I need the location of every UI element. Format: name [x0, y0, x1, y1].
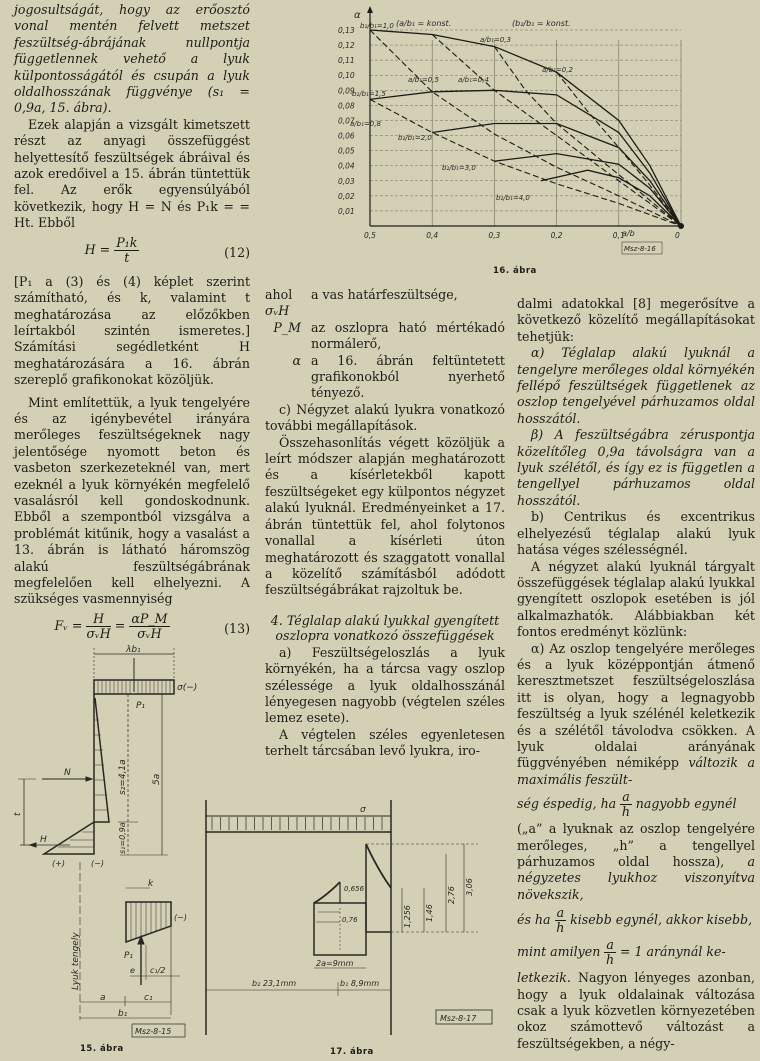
- label-minus-2: (−): [174, 913, 187, 922]
- paragraph-beta: β) A feszültségábra zéruspontja közelítőleg 0,9a távolságra van a lyuk szélétől, és így ez is független a tengellyel párhuzamos oldal hosszától.: [517, 427, 755, 508]
- label-plus: (+): [52, 859, 65, 868]
- def-text: az oszlopra ható mértékadó normálerő,: [311, 319, 505, 352]
- denominator: h: [621, 804, 631, 820]
- y-tick-label: 0,10: [338, 71, 355, 81]
- annotation-ab1-03: a/b₁=0,3: [480, 36, 511, 44]
- paragraph: Mint említettük, a lyuk tengelyére és az igénybevétel irányára merőleges feszültségeknek nagy jelentősége nyomott beton és vasbeton szerkezeteknél van, mert ezeknél a lyuk környékén megfelelő vasalásról kell gondoskodnunk. Ebből a szempontból vizsgálva a problémát kitűnik, hogy a vasalást a 13. ábrán is látható háromszög alakú feszültségábrának megfelelően kell elhelyezni. A szükséges vasmennyiség: [14, 394, 250, 607]
- label-276: 2,76: [447, 886, 456, 904]
- label-n: N: [64, 768, 71, 778]
- y-tick-label: 0,05: [338, 146, 355, 156]
- x-tick-label: 0,3: [488, 231, 501, 240]
- label-146: 1,46: [425, 904, 434, 922]
- label-lambda-b1: λb₁: [126, 645, 141, 655]
- text-run: mint amilyen: [517, 944, 601, 960]
- denominator: t: [124, 249, 130, 265]
- series-line: [370, 99, 681, 226]
- numerator: a: [556, 905, 565, 921]
- label-1256: 1,256: [403, 905, 412, 928]
- label-b1: b₁: [118, 1009, 128, 1019]
- figure-15-caption: 15. ábra: [80, 1044, 124, 1054]
- fraction-line-3: [517, 938, 755, 967]
- paragraph: a) Feszültségeloszlás a lyuk környékén, ha a tárcsa vagy oszlop szélessége a lyuk oldalhosszánál lényegesen nagyobb (végtelen széles lemez esete).: [265, 644, 505, 726]
- x-tick-label: 0,5: [364, 231, 376, 240]
- text-run: nagyobb egynél: [635, 796, 737, 812]
- definition-row: [265, 353, 505, 402]
- def-lead: [265, 287, 311, 320]
- numerator: H: [86, 612, 110, 627]
- denominator: σᵥH: [86, 625, 111, 641]
- x-tick-label: 0,4: [426, 231, 439, 240]
- paragraph: [P₁ a (3) és (4) képlet szerint számítható, és k, valamint t meghatározása az előzőkben leírtakból szintén ismeretes.] Számítási segédletként H meghatározására a 16. ábrán szereplő grafikonokat közöljük.: [14, 273, 250, 388]
- y-tick-label: 0,07: [338, 116, 355, 126]
- text-run-italic: letkezik.: [517, 970, 571, 986]
- fraction: [129, 612, 169, 641]
- def-text: a 16. ábrán feltüntetett grafikonokból nyerhető tényező.: [311, 352, 505, 401]
- figure-15: [0, 640, 200, 1061]
- paragraph: A négyzet alakú lyuknál tárgyalt összefüggések téglalap alakú lyukkal gyengített oszlopok esetében is jól alkalmazhatók. Alábbiakban két fontos eredményt közlünk:: [517, 558, 755, 640]
- label-306: 3,06: [465, 878, 474, 896]
- paragraph-alpha: α) Téglalap alakú lyuknál a tengelyre merőleges oldal környékén fellépő feszültségek függetlenek az oszlop tengelyével párhuzamos oldal hosszától.: [517, 345, 755, 426]
- label-s2: s₂=4,1a: [118, 759, 128, 795]
- def-symbol: σᵥH: [265, 303, 290, 319]
- text-run: Nagyon lényeges azonban, hogy a lyuk oldalainak változása csak a lyuk közvetlen környezetében okoz számottevő változást a feszültségekben, a négy-: [517, 970, 755, 1051]
- legend-solid: (b₂/b₁ = konst.: [512, 19, 571, 28]
- origin-point: [678, 223, 684, 229]
- label-a: a: [100, 993, 106, 1003]
- label-s1: s₁=0,9a: [118, 822, 127, 854]
- text-run-italic: a négyzetes lyukhoz viszonyítva növekszik,: [517, 854, 755, 902]
- paragraph: Ezek alapján a vizsgált kimetszett részt az anyagi összefüggést helyettesítő feszültségek ábráival és azok eredőivel a 15. ábrán tüntettük fel. Az erők egyensúlyából következik, hogy H = N és P₁k = = Ht. Ebből: [14, 116, 250, 231]
- x-axis-label: a/b: [622, 229, 635, 238]
- fraction-a-h: [620, 790, 632, 819]
- equation-12: [14, 236, 250, 270]
- def-symbol: P_M: [273, 319, 301, 335]
- x-tick-label: 0,1: [612, 231, 625, 240]
- y-axis-arrow: [367, 6, 373, 13]
- annotation-b2b1-10: b₂/b₁=1,0: [360, 22, 394, 30]
- ahol-word: ahol: [265, 287, 293, 302]
- label-076: 0,76: [342, 916, 358, 924]
- y-tick-label: 0,09: [338, 86, 355, 96]
- x-tick-label: 0,2: [550, 231, 563, 240]
- equation-number: (12): [224, 244, 250, 260]
- annotation-b2b1-40: b₂/b₁=4,0: [496, 194, 530, 202]
- paragraph: Összehasonlítás végett közöljük a leírt módszer alapján meghatározott és a kísérletekből kapott feszültségeket egy külpontos négyzet alakú lyuknál. Eredményeinket a 17. ábrán tüntettük fel, ahol folytonos vonallal a kísérleti úton meghatározott és szaggatott vonallal a közelítő számításból adódott feszültségábrákat rajzoltuk be.: [265, 434, 505, 598]
- label-0656: 0,656: [344, 885, 365, 893]
- fraction: [114, 236, 139, 265]
- denominator: σᵥH: [137, 625, 162, 641]
- text-run: α) Az oszlop tengelyére merőleges és a lyuk középpontján átmenő keresztmetszet feszültségeloszlása itt is olyan, hogy a legnagyobb feszültség a lyuk szélénél keletkezik és a szélétől távolodva csökken. A lyuk oldalai arányának függvényében némiképp: [517, 640, 755, 771]
- paragraph: jogosultságát, hogy az erőosztó vonal mentén felvett metszet feszültség-ábrájának nullpontja függetlennek vehető a lyuk külpontosságától és csupán a lyuk oldalhosszának függvénye (s₁ = 0,9a, 15. ábra).: [14, 2, 250, 116]
- stamp-msz-8-17: Msz-8-17: [440, 1014, 477, 1023]
- y-tick-label: 0,11: [338, 56, 355, 66]
- text-run: = 1 aránynál ke-: [619, 944, 726, 960]
- fraction: [86, 612, 110, 641]
- y-tick-label: 0,04: [338, 161, 355, 171]
- definition-row: [265, 287, 505, 320]
- annotation-ab1-02: a/b₁=0,2: [542, 66, 573, 74]
- label-minus: (−): [91, 859, 104, 868]
- paragraph: A végtelen széles egyenletesen terhelt tárcsában levő lyukra, iro-: [265, 726, 505, 759]
- label-c1-half: c₁/2: [150, 966, 166, 975]
- stamp-msz-8-16: Msz-8-16: [624, 245, 656, 253]
- paragraph: c) Négyzet alakú lyukra vonatkozó további megállapítások.: [265, 401, 505, 434]
- definition-row: [265, 320, 505, 353]
- numerator: a: [606, 937, 614, 953]
- numerator: a: [622, 789, 630, 805]
- figure-16-chart: [336, 0, 696, 262]
- label-2a-9mm: 2a=9mm: [316, 959, 354, 968]
- paragraph: [517, 970, 755, 1052]
- annotation-b2b1-30: b₂/b₁=3,0: [442, 164, 476, 172]
- fraction-line-1: [517, 790, 755, 819]
- text-run: ség éspedig, ha: [517, 796, 617, 812]
- right-column: [517, 296, 755, 1052]
- series-line: [494, 154, 681, 226]
- annotation-ab1-04: a/b₁=0,4: [458, 76, 489, 84]
- paragraph-b: b) Centrikus és excentrikus elhelyezésű téglalap alakú lyuk hatása véges szélességnél.: [517, 509, 755, 558]
- label-p1-top: P₁: [136, 701, 146, 711]
- label-t: t: [13, 812, 23, 816]
- def-symbol: α: [292, 352, 301, 368]
- left-column: [14, 2, 250, 652]
- y-tick-label: 0,01: [338, 206, 355, 216]
- paragraph-alpha-2: [517, 641, 755, 789]
- text-run: („a” a lyuknak az oszlop tengelyére merőleges, „h” a tengellyel párhuzamos oldal hossza),: [517, 821, 755, 869]
- annotation-ab1-05: a/b₁=0,5: [408, 76, 439, 84]
- y-tick-label: 0,12: [338, 41, 355, 51]
- fraction-a-h: [604, 938, 616, 967]
- figure-16-caption: 16. ábra: [493, 266, 537, 276]
- label-b1-89mm: b₁ 8,9mm: [340, 979, 380, 988]
- annotation-ab1-08: a/b₁=0,8: [350, 120, 381, 128]
- label-sigma-minus: σ(−): [177, 683, 198, 693]
- label-b2-231mm: b₂ 23,1mm: [252, 979, 297, 988]
- annotation-b2b1-20: b₂/b₁=2,0: [398, 134, 432, 142]
- eq-lhs: Fᵥ =: [54, 617, 83, 633]
- y-tick-label: 0,08: [338, 101, 355, 111]
- text-run: és ha: [517, 912, 551, 928]
- equals: =: [114, 617, 126, 633]
- y-tick-label: 0,03: [338, 176, 355, 186]
- label-h: H: [40, 835, 47, 845]
- label-lyuk-tengely: Lyuk tengely: [71, 932, 81, 990]
- stamp-msz-8-15: Msz-8-15: [135, 1027, 172, 1036]
- equation-number: (13): [224, 620, 250, 636]
- y-tick-label: 0,06: [338, 131, 355, 141]
- fraction-a-h: [555, 906, 567, 935]
- figure-17: [200, 800, 500, 1045]
- definition-list: [265, 287, 505, 402]
- numerator: P₁k: [116, 234, 138, 250]
- figure-17-caption: 17. ábra: [330, 1047, 374, 1057]
- label-c1: c₁: [144, 993, 153, 1003]
- y-tick-label: 0,02: [338, 191, 355, 201]
- paragraph: dalmi adatokkal [8] megerősítve a következő közelítő megállapításokat tehetjük:: [517, 296, 755, 344]
- section-heading: 4. Téglalap alakú lyukkal gyengített oszlopra vonatkozó összefüggések: [270, 612, 500, 643]
- label-k: k: [148, 879, 154, 889]
- denominator: h: [606, 952, 615, 968]
- middle-column: [265, 287, 505, 760]
- numerator: αP_M: [131, 610, 168, 626]
- label-p1-bottom: P₁: [124, 951, 134, 961]
- y-tick-label: 0,13: [338, 26, 355, 35]
- label-sigma: σ: [360, 805, 366, 815]
- fraction-line-2: [517, 906, 755, 935]
- legend-dashed: (a/b₁ = konst.: [396, 19, 452, 28]
- annotation-b2b1-15: b₂/b₁=1,5: [352, 90, 386, 98]
- eq-lhs: H =: [84, 241, 111, 257]
- series-line: [370, 90, 681, 226]
- text-run-italic: változik a maximális feszült-: [517, 755, 755, 787]
- def-text: a vas határfeszültsége,: [311, 287, 458, 302]
- label-5a: 5a: [152, 773, 162, 785]
- paragraph: [517, 821, 755, 903]
- denominator: h: [556, 920, 565, 936]
- y-axis-label: α: [354, 10, 361, 21]
- x-tick-label: 0: [675, 231, 680, 240]
- label-e: e: [130, 966, 135, 975]
- text-run: kisebb egynél, akkor kisebb,: [570, 912, 753, 928]
